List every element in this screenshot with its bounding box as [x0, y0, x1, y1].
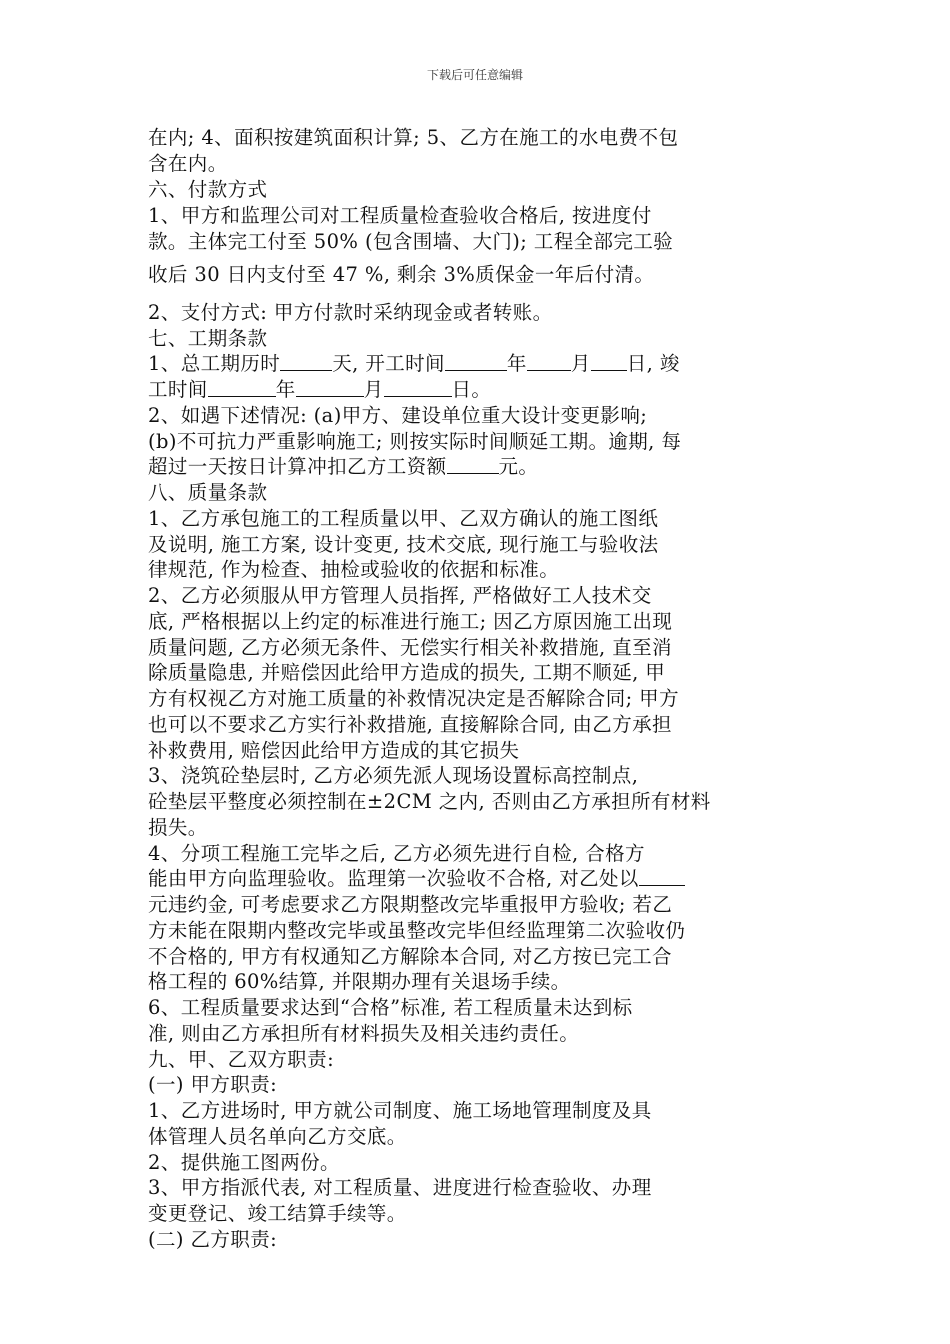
text-line — [148, 1048, 334, 1072]
text-segment: 4、分项工程施工完毕之后, 乙方必须先进行自检, 合格方 — [148, 842, 645, 865]
text-segment: (b)不可抗力严重影响施工; 则按实际时间顺延工期。逾期, 每 — [148, 430, 682, 453]
text-line — [148, 636, 672, 660]
text-line — [148, 1022, 579, 1046]
text-line — [148, 230, 673, 254]
text-segment: 格工程的 60%结算, 并限期办理有关退场手续。 — [148, 970, 571, 993]
fill-in-blank — [447, 455, 499, 474]
text-line — [148, 764, 638, 788]
text-segment: 日, 竣 — [626, 352, 680, 375]
text-line — [148, 263, 654, 287]
text-segment: (一) 甲方职责: — [148, 1073, 278, 1096]
text-segment: 月 — [570, 352, 591, 375]
text-segment: 年 — [506, 352, 527, 375]
text-segment: 1、总工期历时 — [148, 352, 281, 375]
text-segment: 方未能在限期内整改完毕或虽整改完毕但经监理第二次验收仍 — [148, 919, 686, 942]
text-segment: 超过一天按日计算冲扣乙方工资额 — [148, 455, 447, 478]
text-segment: 体管理人员名单向乙方交底。 — [148, 1125, 407, 1148]
text-segment: 能由甲方向监理验收。监理第一次验收不合格, 对乙处以 — [148, 867, 639, 890]
text-segment: 砼垫层平整度必须控制在±2CM 之内, 否则由乙方承担所有材料 — [148, 790, 711, 813]
text-line — [148, 1125, 407, 1149]
text-segment: 底, 严格根据以上约定的标准进行施工; 因乙方原因施工出现 — [148, 610, 673, 633]
text-line — [148, 378, 491, 402]
text-line — [148, 507, 658, 531]
text-line — [148, 996, 633, 1020]
text-segment: 2、提供施工图两份。 — [148, 1151, 340, 1174]
text-segment: 准, 则由乙方承担所有材料损失及相关违约责任。 — [148, 1022, 580, 1045]
page-header: 下载后可任意编辑 — [426, 68, 523, 82]
text-line — [148, 126, 678, 150]
text-segment: 损失。 — [148, 816, 208, 839]
text-line — [148, 661, 665, 685]
text-segment: 日。 — [451, 378, 492, 401]
text-line — [148, 1202, 407, 1226]
text-line — [148, 713, 672, 737]
text-line — [148, 352, 680, 376]
text-line — [148, 1228, 277, 1252]
text-segment: 方有权视乙方对施工质量的补救情况决定是否解除合同; 甲方 — [148, 687, 679, 710]
text-line — [148, 558, 559, 582]
text-line — [148, 178, 267, 202]
text-line — [148, 327, 267, 351]
text-segment: 1、乙方进场时, 甲方就公司制度、施工场地管理制度及具 — [148, 1099, 652, 1122]
fill-in-blank — [296, 378, 364, 397]
fill-in-blank — [527, 352, 571, 371]
text-segment: 补救费用, 赔偿因此给甲方造成的其它损失 — [148, 739, 520, 762]
text-line — [148, 1151, 340, 1175]
text-segment: 不合格的, 甲方有权通知乙方解除本合同, 对乙方按已完工合 — [148, 945, 672, 968]
text-segment: 律规范, 作为检查、抽检或验收的依据和标准。 — [148, 558, 560, 581]
text-line — [148, 301, 552, 325]
text-segment: 年 — [275, 378, 296, 401]
text-line — [148, 970, 571, 994]
fill-in-blank — [384, 378, 452, 397]
text-segment: (二) 乙方职责: — [148, 1228, 278, 1251]
text-line — [148, 1099, 652, 1123]
text-line — [148, 430, 681, 454]
fill-in-blank — [208, 378, 276, 397]
text-segment: 也可以不要求乙方实行补救措施, 直接解除合同, 由乙方承担 — [148, 713, 672, 736]
text-line — [148, 584, 652, 608]
text-line — [148, 816, 208, 840]
text-segment: 2、如遇下述情况: (a)甲方、建设单位重大设计变更影响; — [148, 404, 648, 427]
text-segment: 6、工程质量要求达到“合格”标准, 若工程质量未达到标 — [148, 996, 633, 1019]
text-line — [148, 152, 228, 176]
fill-in-blank — [280, 352, 332, 371]
text-segment: 在内; 4、面积按建筑面积计算; 5、乙方在施工的水电费不包 — [148, 126, 679, 149]
text-segment: 工时间 — [148, 378, 208, 401]
text-line — [148, 790, 711, 814]
text-line — [148, 404, 647, 428]
text-segment: 1、乙方承包施工的工程质量以甲、乙双方确认的施工图纸 — [148, 507, 659, 530]
text-segment: 2、支付方式: 甲方付款时采纳现金或者转账。 — [148, 301, 553, 324]
text-line — [148, 945, 672, 969]
text-line — [148, 842, 645, 866]
text-segment: 元违约金, 可考虑要求乙方限期整改完毕重报甲方验收; 若乙 — [148, 893, 673, 916]
text-segment: 九、甲、乙双方职责: — [148, 1048, 335, 1071]
text-segment: 八、质量条款 — [148, 481, 268, 504]
text-segment: 天, 开工时间 — [332, 352, 445, 375]
text-line — [148, 1176, 652, 1200]
text-line — [148, 867, 685, 891]
text-line — [148, 687, 679, 711]
text-line — [148, 739, 519, 763]
text-segment: 收后 30 日内支付至 47 %, 剩余 3%质保金一年后付清。 — [148, 263, 655, 286]
fill-in-blank — [591, 352, 627, 371]
text-segment: 及说明, 施工方案, 设计变更, 技术交底, 现行施工与验收法 — [148, 533, 659, 556]
fill-in-blank — [445, 352, 507, 371]
text-segment: 含在内。 — [148, 152, 228, 175]
text-line — [148, 533, 659, 557]
text-line — [148, 481, 267, 505]
text-line — [148, 610, 672, 634]
text-line — [148, 919, 685, 943]
text-line — [148, 893, 672, 917]
text-segment: 七、工期条款 — [148, 327, 268, 350]
text-line — [148, 1073, 277, 1097]
text-segment: 2、乙方必须服从甲方管理人员指挥, 严格做好工人技术交 — [148, 584, 652, 607]
text-segment: 款。主体完工付至 50% (包含围墙、大门); 工程全部完工验 — [148, 230, 674, 253]
text-line — [148, 204, 652, 228]
fill-in-blank — [639, 867, 685, 886]
text-segment: 1、甲方和监理公司对工程质量检查验收合格后, 按进度付 — [148, 204, 652, 227]
text-segment: 变更登记、竣工结算手续等。 — [148, 1202, 407, 1225]
text-segment: 元。 — [498, 455, 539, 478]
text-segment: 除质量隐患, 并赔偿因此给甲方造成的损失, 工期不顺延, 甲 — [148, 661, 666, 684]
text-segment: 3、浇筑砼垫层时, 乙方必须先派人现场设置标高控制点, — [148, 764, 639, 787]
text-segment: 3、甲方指派代表, 对工程质量、进度进行检查验收、办理 — [148, 1176, 652, 1199]
text-segment: 质量问题, 乙方必须无条件、无偿实行相关补救措施, 直至消 — [148, 636, 672, 659]
text-line — [148, 455, 538, 479]
text-segment: 六、付款方式 — [148, 178, 268, 201]
text-segment: 月 — [363, 378, 384, 401]
